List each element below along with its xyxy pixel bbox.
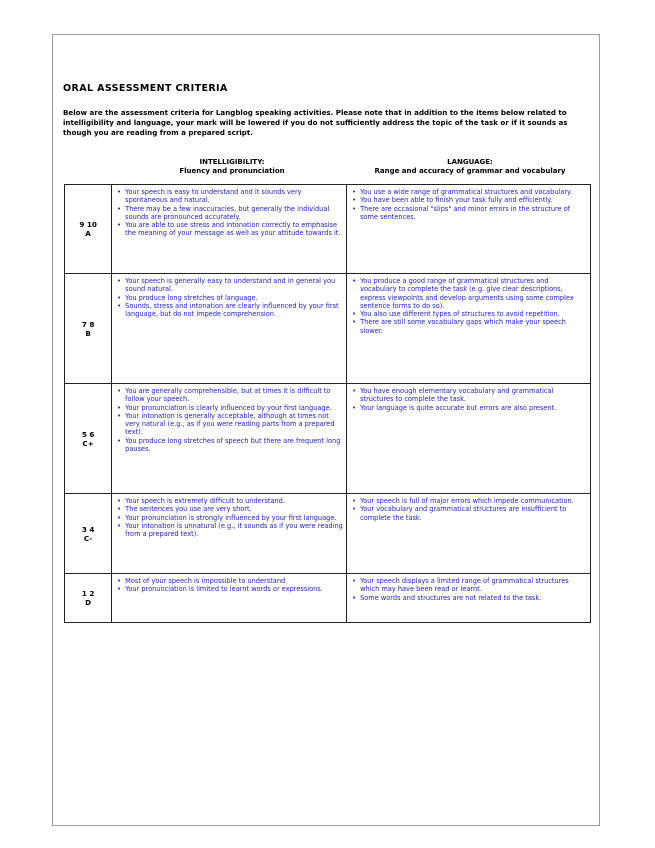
grade-letter: B xyxy=(85,328,91,338)
list-item: • You use a wide range of grammatical structures and vocabulary. xyxy=(350,188,587,196)
list-item: • There may be a few inaccuracies, but generally the individual sounds are pronounced accurately. xyxy=(115,205,343,222)
list-item: • Your pronunciation is limited to learnt words or expressions. xyxy=(115,585,343,593)
column-header-language xyxy=(350,158,590,176)
list-item: • Sounds, stress and intonation are clearly influenced by your first language, but do not impede comprehension. xyxy=(115,302,343,319)
score-cell xyxy=(65,384,112,494)
language-cell xyxy=(347,574,591,623)
list-item: • The sentences you use are very short. xyxy=(115,505,343,513)
list-item: • You also use different types of structures to avoid repetition. xyxy=(350,310,587,318)
table-row xyxy=(65,384,591,494)
intelligibility-cell xyxy=(112,185,347,274)
table-row xyxy=(65,274,591,384)
grade-letter: A xyxy=(85,229,91,238)
list-item: • You produce a good range of grammatical structures and vocabulary to complete the task (e.g. give clear descriptions, express viewpoints and develop arguments using some complex sentence forms to do so). xyxy=(350,277,587,310)
page-title: ORAL ASSESSMENT CRITERIA xyxy=(63,83,228,94)
grade-letter: D xyxy=(85,598,92,607)
list-item: • Most of your speech is impossible to understand xyxy=(115,577,343,585)
language-cell xyxy=(347,185,591,274)
grade-letter: C- xyxy=(83,533,93,543)
language-cell xyxy=(347,494,591,574)
score-range: 3 4 xyxy=(81,524,95,534)
list-item: • Your intonation is generally acceptable, although at times not very natural (e.g., as if you were reading parts from a prepared text). xyxy=(115,412,343,437)
list-item: • Some words and structures are not related to the task. xyxy=(350,594,587,602)
intelligibility-cell xyxy=(112,274,347,384)
list-item: • Your intonation is unnatural (e.g., it sounds as if you were reading from a prepared text). xyxy=(115,522,343,539)
score-cell xyxy=(65,274,112,384)
table-row xyxy=(65,494,591,574)
intelligibility-cell xyxy=(112,494,347,574)
score-cell xyxy=(65,185,112,274)
intelligibility-cell xyxy=(112,384,347,494)
language-cell xyxy=(347,274,591,384)
list-item: • Your pronunciation is strongly influenced by your first language. xyxy=(115,514,343,522)
score-range: 9 10 xyxy=(79,220,97,229)
score-cell xyxy=(65,574,112,623)
list-item: • Your speech is easy to understand and it sounds very spontaneous and natural. xyxy=(115,188,343,205)
table-row xyxy=(65,574,591,623)
list-item: • Your speech is full of major errors which impede communication. xyxy=(350,497,587,505)
list-item: • You have been able to finish your task fully and efficiently. xyxy=(350,196,587,204)
list-item: • You produce long stretches of language. xyxy=(115,294,343,302)
column-heading: INTELLIGIBILITY: xyxy=(199,158,265,166)
column-header-intelligibility xyxy=(116,158,348,176)
column-subheading: Range and accuracy of grammar and vocabulary xyxy=(374,167,566,175)
score-range: 7 8 xyxy=(81,319,95,329)
list-item: • There are occasional "slips" and minor errors in the structure of some sentences. xyxy=(350,205,587,222)
score-range: 1 2 xyxy=(81,589,95,598)
list-item: • Your speech is generally easy to understand and in general you sound natural. xyxy=(115,277,343,294)
list-item: • Your language is quite accurate but errors are also present. xyxy=(350,404,587,412)
list-item: • Your speech displays a limited range of grammatical structures which may have been read or learnt. xyxy=(350,577,587,594)
score-cell xyxy=(65,494,112,574)
score-range: 5 6 xyxy=(81,429,95,439)
list-item: • There are still some vocabulary gaps which make your speech slower. xyxy=(350,318,587,335)
column-subheading: Fluency and pronunciation xyxy=(179,167,285,175)
column-heading: LANGUAGE: xyxy=(447,158,493,166)
list-item: • Your vocabulary and grammatical structures are insufficient to complete the task. xyxy=(350,505,587,522)
criteria-table xyxy=(64,184,591,623)
list-item: • You have enough elementary vocabulary and grammatical structures to complete the task. xyxy=(350,387,587,404)
list-item: • You are able to use stress and intonation correctly to emphasise the meaning of your message as well as your attitude towards it. xyxy=(115,221,343,238)
table-row xyxy=(65,185,591,274)
language-cell xyxy=(347,384,591,494)
list-item: • Your pronunciation is clearly influenced by your first language. xyxy=(115,404,343,412)
list-item: • You are generally comprehensible, but at times it is difficult to follow your speech. xyxy=(115,387,343,404)
intro-paragraph: Below are the assessment criteria for Langblog speaking activities. Please note that in addition to the items below related to intelligibility and language, your mark will be lowered if you do not sufficiently address the topic of the task or if it sounds as though you are reading from a prepared script. xyxy=(63,108,568,137)
list-item: • You produce long stretches of speech but there are frequent long pauses. xyxy=(115,437,343,454)
intelligibility-cell xyxy=(112,574,347,623)
grade-letter: C+ xyxy=(82,438,94,448)
list-item: • Your speech is extremely difficult to understand. xyxy=(115,497,343,505)
